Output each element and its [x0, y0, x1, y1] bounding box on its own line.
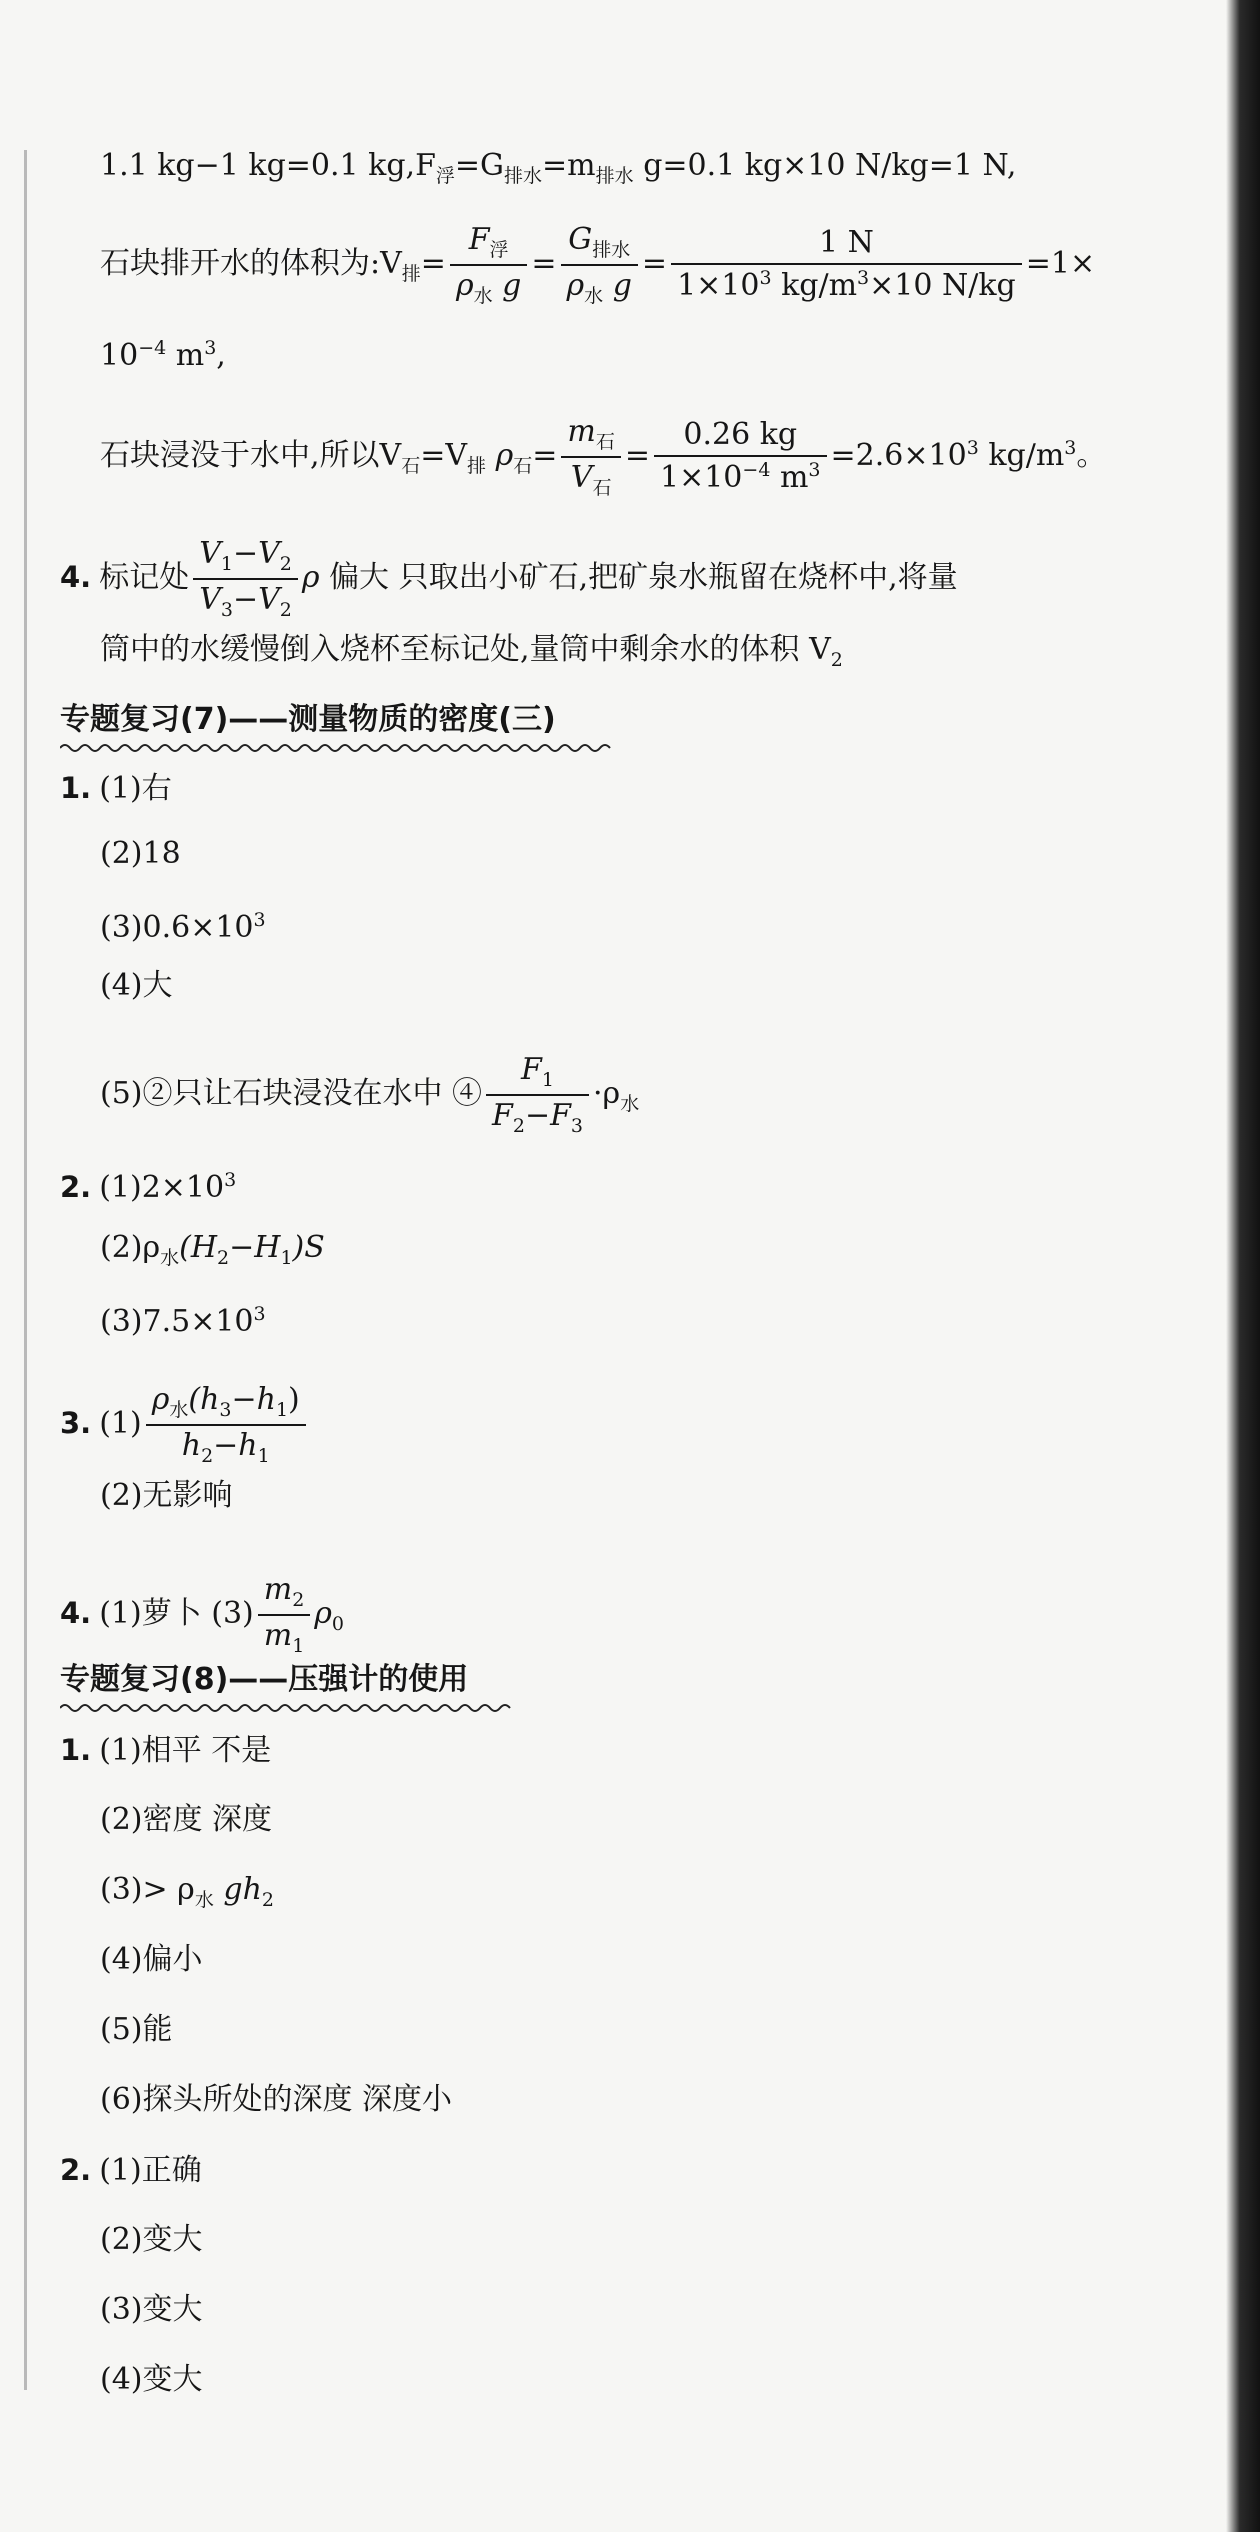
- s7-q1-line-4: (4)大: [100, 968, 173, 1003]
- s8-q1-line-6: (6)探头所处的深度 深度小: [100, 2082, 453, 2117]
- fraction-density-numeric: $\frac{0.26 kg}{1\times 10^{-4} m^3}$: [654, 417, 827, 496]
- calc-line-3: $10^{-4}$ $m^3$,: [100, 337, 226, 373]
- s7-q2-line-2: $(2)\rho_水(H_2-H_1)S$: [100, 1230, 325, 1269]
- s8-q1-line-2: (2)密度 深度: [100, 1802, 273, 1837]
- q4-line-2: 筒中的水缓慢倒入烧杯至标记处,量筒中剩余水的体积 $V_2$: [100, 632, 843, 671]
- section-7-wavy-underline: [60, 742, 620, 754]
- s8-q2-line-1: 2. (1)正确: [60, 2153, 202, 2188]
- s7-q1-line-3: $(3)0.6\times 10^3$: [100, 909, 266, 945]
- section-8-title: 专题复习(8)——压强计的使用: [60, 1662, 469, 1697]
- s7-q1-fraction: $\frac{F_1}{F_2-F_3}$: [486, 1052, 589, 1138]
- s8-q1-line-3: $(3)> \rho_水$ $gh_2$: [100, 1872, 274, 1911]
- calc-line-4: 石块浸没于水中,所以$V_石=V_排$ $\rho_石=$ $\frac{m_石}{V_石}$ = $\frac{0.26 kg}{1\times 10^{-4} m^3}$ $=2.6\times 10^3$ $kg/m^3$。: [100, 414, 1107, 499]
- s8-q2-line-3: (3)变大: [100, 2292, 203, 2327]
- fraction-numeric: $\frac{1 N}{1\times 10^3 kg/m^3\times 10 N/kg}$: [671, 225, 1022, 304]
- s7-q3-line-1: 3. (1) $\frac{\rho_水(h_3-h_1)}{h_2-h_1}$: [60, 1382, 310, 1468]
- fraction-f-buoyancy: $\frac{F_浮}{\rho_水 g}$: [450, 222, 527, 308]
- q4-line-1: 4. 标记处 $\frac{V_1-V_2}{V_3-V_2}$ ρ 偏大 只取出小矿石,把矿泉水瓶留在烧杯中,将量: [60, 536, 958, 621]
- s7-q4-fraction: $\frac{m_2}{m_1}$: [258, 1572, 311, 1658]
- q4-fraction: $\frac{V_1-V_2}{V_3-V_2}$: [193, 536, 298, 622]
- section-8-wavy-underline: [60, 1702, 520, 1714]
- s7-q1-line-1: 1. (1)右: [60, 771, 172, 806]
- page-edge-shadow: [1226, 0, 1260, 2532]
- calc-line-1: 1.1 kg−1 kg=0.1 $kg,F_浮=G_{排水}=m_{排水}$ g=0.1 kg×10 N/kg=1 N,: [100, 148, 1017, 187]
- s7-q2-line-1: 2. $(1)2\times 10^3$: [60, 1169, 237, 1205]
- s8-q2-line-2: (2)变大: [100, 2222, 203, 2257]
- s7-q1-line-2: (2)18: [100, 836, 181, 871]
- fraction-g-displaced: $\frac{G_{排水}}{\rho_水 g}$: [561, 222, 638, 308]
- calc-line-2: 石块排开水的体积为$:V_排=$ $\frac{F_浮}{\rho_水 g}$ = $\frac{G_{排水}}{\rho_水 g}$ = $\frac{1 N}{1\times 10^3 kg/m^3\times 10 N/kg}$ =1×: [100, 222, 1096, 307]
- s7-q3-fraction: $\frac{\rho_水(h_3-h_1)}{h_2-h_1}$: [146, 1382, 306, 1468]
- s8-q1-line-4: (4)偏小: [100, 1942, 203, 1977]
- s8-q1-line-5: (5)能: [100, 2012, 173, 2047]
- margin-rule: [24, 150, 27, 2390]
- fraction-density: $\frac{m_石}{V_石}$: [561, 414, 620, 500]
- s7-q3-line-2: (2)无影响: [100, 1478, 233, 1513]
- section-7-title: 专题复习(7)——测量物质的密度(三): [60, 702, 556, 737]
- s7-q4-line-1: 4. (1)萝卜 (3) $\frac{m_2}{m_1}$ $\rho_0$: [60, 1572, 345, 1657]
- s7-q1-line-5: (5)②只让石块浸没在水中 ④ $\frac{F_1}{F_2-F_3}$ $\cdot\rho_水$: [100, 1052, 640, 1137]
- s7-q2-line-3: $(3)7.5\times 10^3$: [100, 1303, 266, 1339]
- s8-q2-line-4: (4)变大: [100, 2362, 203, 2397]
- s8-q1-line-1: 1. (1)相平 不是: [60, 1733, 272, 1768]
